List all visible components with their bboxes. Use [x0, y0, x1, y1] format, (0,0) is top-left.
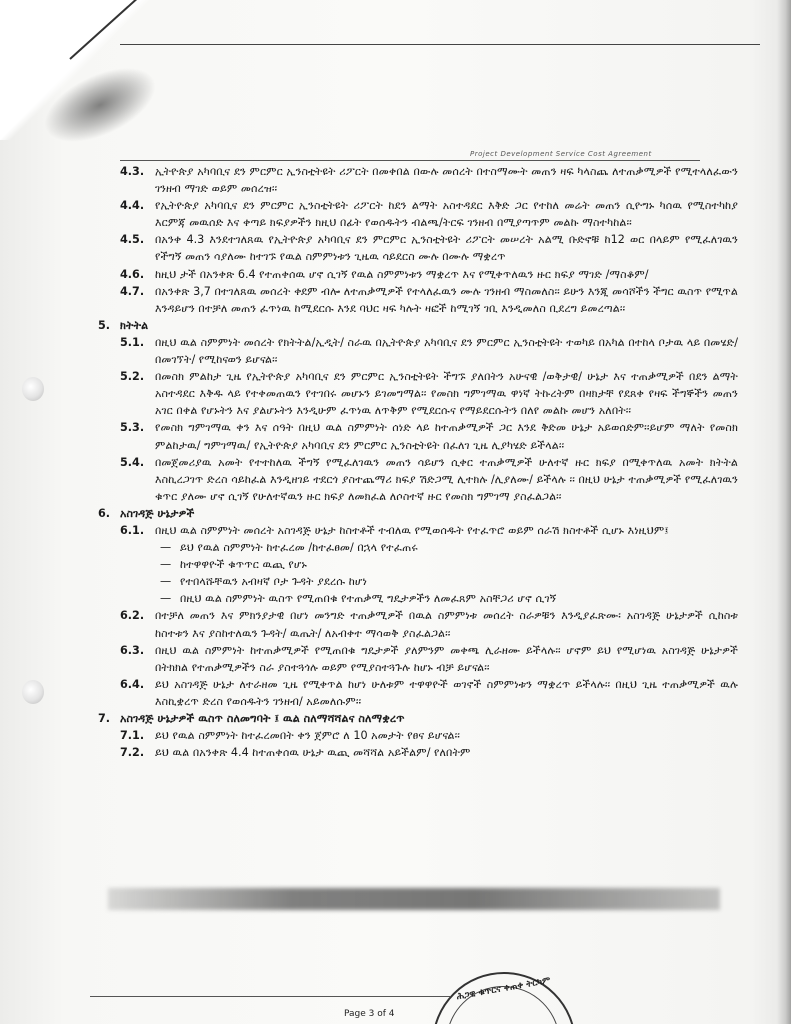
clause-text: በአንቀ 4.3 እንደተገለጸዉ የኢትዮጵያ አካባቢና ደን ምርምር ኢንስቲትዩት ሪፖርት መሠረት አልሚ ቡድኖቹ ከ12 ወር በላይም የሚፈለገዉን የችግኝ መጠን ሳያለሙ ከተገኙ የዉል ስምምነቱን ጊዜዉ ሳይደርስ ሙሉ በሙሉ ማቋረጥ — [155, 233, 738, 264]
clause-item — [98, 163, 738, 197]
clause-text: በዚህ ዉል ስምምነት መሰረት አስገዳጅ ሁኔታ ከስተቶች ተብለዉ የሚወሰዱት የተፈጥሮ ወይም ሰራሽ ክስተቶች ሲሆኑ እነዚህም፤ — [155, 523, 669, 537]
section-5-heading — [98, 317, 738, 334]
section-7-heading — [98, 710, 738, 727]
document-body — [98, 163, 738, 761]
clause-item — [98, 419, 738, 453]
section-number: 7. — [98, 712, 111, 725]
punch-hole-upper — [22, 377, 44, 401]
section-7-items — [98, 727, 738, 761]
bullet-text: የተበላሹቸዉን አብዛኛ ቦታ ጉዳት ያደረሱ ከሆነ — [180, 575, 368, 589]
clause-text: የመስክ ግምገማዉ ቀን እና ሰዓት በዚህ ዉል ስምምነት ሰነድ ላይ ከተጠቃሚዎች ጋር እንደ ቅድመ ሁኔታ አይወሰድም፡፡ይሆም ማለት የመስክ ምልከታዉ/ ግምገማዉ/ የኢትዮጵያ አካባቢና ደን ምርምር ኢንስቲትዩት በፈለገ ጊዜ ሊያካሄድ ይችላል፡፡ — [155, 421, 738, 452]
clause-text: ከዚህ ታች በአንቀጽ 6.4 የተጠቀሰዉ ሆኖ ሲገኝ የዉል ስምምነቱን ማቋረጥ እና የሚቀጥለዉን ዙር ክፍያ ማገድ /ማስቆም/ — [155, 267, 649, 281]
section-number: 6. — [98, 506, 111, 520]
clause-number: 4.6. — [120, 267, 145, 281]
header-rule — [120, 160, 700, 161]
clause-text: በዚህ ዉል ስምምነት ከተጠቃሚዎች የሚጠበቁ ግዴታዎች ያለምንም መቀጫ ሊራዘሙ ይችላሉ፡፡ ሆኖም ይህ የሚሆነዉ አስገዳጅ ሁኔታዎች በትክክል የተጠቃሚዎችን ስራ ያስተጓጎሉ ወይም የሚያስተጓጉሉ ከሆኑ ብቻ ይሆናል፡፡ — [155, 643, 738, 674]
clause-text: በተቻለ መጠን እና ምክንያታዊ በሆነ መንግድ ተጠቃሚዎች በዉል ስምምነቱ መሰረት ስራዎቹን እንዲያፈጽሙ፡ አስገዳጅ ሁኔታዎች ሲከስቱ ከስተቱን እና ያስከተለዉን ጉዳት/ ዉጤት/ ለአብቀተ ማሳወቅ ያስፈልጋል፡፡ — [155, 609, 738, 640]
clause-item — [98, 642, 738, 676]
bullet-text: ከተዋዋዮች ቁጥጥር ዉጪ የሆኑ — [180, 558, 307, 572]
dash-bullet: — — [160, 575, 172, 589]
clause-text: የኢትዮጵያ አካባቢና ደን ምርምር ኢንስቲትዩት ሪፖርት ከደን ልማት አስተዳደር እቅድ ጋር የተከለ መሬት መጠን ሲዮግኑ ካሰዉ የሚስተካከያ እርምጃ መዉሰድ እና ቀጣይ ክፍያዎችን ክዚህ በፊት የወሰዱትን ብልጫ/ትርፍ ገንዘብ በሚያጣጥም መልኩ ማስተካከል፡፡ — [155, 199, 738, 230]
scan-smear — [108, 888, 720, 910]
clause-item — [98, 727, 738, 744]
clause-6-1 — [98, 522, 738, 539]
section-6-heading — [98, 505, 738, 522]
top-rule — [120, 44, 760, 45]
clause-number: 4.7. — [120, 284, 145, 298]
section-5-items — [98, 334, 738, 505]
page-number: Page 3 of 4 — [344, 1009, 395, 1019]
clause-text: ይህ የዉል ስምምነት ከተፈረመበት ቀን ጀምሮ ለ 10 አመታት የፀና ይሆናል፡፡ — [155, 729, 460, 743]
clause-text: በአንቀጽ 3,7 በተገለጸዉ መሰረት ቀደም ብሎ ለተጠቃሚዎች የተላለፈዉን ሙሉ ገንዘብ ማስመለስ፡፡ ይሁን እንጂ መሳሾችን ችግር ዉስጥ የሚጥል እንዳይሆን በተቻለ መጠን ፈጥነዉ ከሚደርሱ እንደ ባህር ዛፍ ካሉት ዛፎች ከሚገኝ ገቢ እንዲመለስ ቢደረግ ይመረጣል፡፡ — [155, 284, 738, 315]
clause-item — [98, 283, 738, 317]
clause-number: 5.3. — [120, 421, 145, 435]
official-stamp — [432, 972, 576, 1024]
section-title: ክትትል — [120, 318, 149, 332]
bullet-text: በዚህ ዉል ስምምነት ዉስጥ የሚጠበቁ የተጠቃሚ ግዴታዎችን ለመፈጸም አስቸጋሪ ሆኖ ሲገኝ — [180, 592, 557, 606]
clause-text: ይህ ዉል በአንቀጽ 4.4 ከተጠቀሰዉ ሁኔታ ዉጪ መሻሻል አይችልም/ የለበትም — [155, 746, 471, 760]
clause-item — [98, 197, 738, 231]
clause-number: 7.2. — [120, 746, 145, 760]
dash-bullet: — — [160, 541, 172, 555]
clause-number: 5.2. — [120, 370, 145, 384]
clause-text: በመስክ ምልከታ ጊዜ የኢትዮጵያ አካባቢና ደን ምርምር ኢንስቲትዩት ችግኙ ያለበትን አሁናዊ /ወቅታዊ/ ሁኔታ እና ተጠቃሚዎች በደን ልማት አስተዳደር እቅዱ ላይ የተቀመጠዉን የተገበሩ መሆኑን ይገመግማል፡፡ የመስክ ግምገማዉ ዋነኛ ትኩረትም በዛክታቸ የደጸቀ የዛፍ ችግኞችን መጠን አገር በቀል የሆኑትን እና ያልሆኑትን እንዲሁም ፈጥነዉ ለጥቅም የሚደርሱና የማይደርሱትን በለየ መልኩ መሆን አለበት፡፡ — [155, 370, 738, 418]
section-number: 5. — [98, 318, 111, 332]
condition-bullet — [160, 539, 738, 556]
clause-number: 4.5. — [120, 233, 145, 247]
section-6-items — [98, 607, 738, 710]
condition-bullet — [160, 556, 738, 573]
clause-number: 5.4. — [120, 455, 145, 469]
condition-bullet — [160, 590, 738, 607]
clause-text: በዚህ ዉል ስምምነት መሰረት የክትትል/ኢዲት/ ስራዉ በኢትዮጵያ አካባቢና ደን ምርምር ኢንስቲትዩት ተወካይ በአካል በተከላ ቦታዉ ላይ በመሄድ/በመገኘት/ የሚከናወን ይሆናል፡፡ — [155, 335, 738, 367]
condition-bullets — [98, 539, 738, 607]
clause-number: 6.1. — [120, 523, 145, 537]
punch-hole-lower — [22, 680, 44, 704]
condition-bullet — [160, 573, 738, 590]
clause-number: 7.1. — [120, 729, 145, 743]
stamp-text: ሕጋዊ ቁጥርና ቀጠቀ ትርካም — [455, 975, 552, 1003]
clause-number: 5.1. — [120, 335, 145, 349]
dash-bullet: — — [160, 558, 172, 572]
clause-text: በመጀመሪያዉ አመት የተተከለዉ ችግኝ የሚፈለገዉን መጠን ሳይሆን ሲቀር ተጠቃሚዎች ሁለተኛ ዙር ክፍያ በሚቀጥለዉ አመት ክትትል እስኪረጋገጥ ድረስ ሳይከፈል እንዲዘገይ ተደርጎ ያስተጨማሪ ክፍያ ሽድጋሚ ሊተክሉ /ሊያለሙ/ ይችላሉ ፡፡ በዚህ ሁኔታ ተጠቃሚዎች የሚፈለገዉን ቁጥር ያለሙ ሆኖ ሲገኝ የሁለተኛዉን ዙር ክፍያ ለመክፈል ለሶስተኛ ዙር የመስክ ግምገማ ያስፈልጋል፡፡ — [155, 455, 738, 503]
clause-item — [98, 676, 738, 710]
section-title: አስገዳጅ ሁኔታዎች — [120, 506, 195, 520]
section-4-items — [98, 163, 738, 317]
page-edge-shadow — [777, 0, 791, 1024]
clause-number: 4.3. — [120, 165, 145, 178]
header-caption: Project Development Service Cost Agreement — [470, 150, 652, 158]
clause-number: 6.4. — [120, 677, 145, 691]
bullet-text: ይህ የዉል ስምምነት ከተፈረመ /ከተፈፀመ/ በኋላ የተፈጠሩ — [180, 541, 418, 555]
clause-item — [98, 334, 738, 368]
clause-number: 6.2. — [120, 609, 145, 623]
clause-item — [98, 607, 738, 641]
clause-item — [98, 368, 738, 419]
clause-text: ኢትዮጵያ አካባቢና ደን ምርምር ኢንስቲትዩት ሪፖርት በመቀበል በውሉ መሰረት በተስማሙት መጠን ዛፍ ካላስጨ ለተጠቃሚዎች የሚተላለፈውን ገንዘብ ማገድ ወይም መሰረዝ፡፡ — [155, 165, 738, 196]
clause-number: 6.3. — [120, 643, 145, 657]
dash-bullet: — — [160, 592, 172, 606]
clause-item — [98, 454, 738, 505]
clause-item — [98, 266, 738, 283]
clause-number: 4.4. — [120, 199, 145, 213]
clause-item — [98, 231, 738, 265]
bottom-rule — [90, 996, 450, 997]
clause-item — [98, 744, 738, 761]
clause-text: ይህ አስገዳጅ ሁኔታ ለተራዘመ ጊዜ የሚቀጥል ከሆነ ሁለቱም ተዋዋዮች ወገኖች ስምምነቱን ማቋረጥ ይችላሉ፡፡ በዚህ ጊዜ ተጠቃሚዎች ዉሉ እስኪቋረጥ ድረስ የወሰዱትን ገንዘብ/ አይመለሱም፡፡ — [155, 677, 738, 708]
section-title: አስገዳጅ ሁኔታዎች ዉስጥ ስለመግባት ፤ ዉል ስለማሻሻልና ስለማቋረጥ — [120, 712, 405, 725]
